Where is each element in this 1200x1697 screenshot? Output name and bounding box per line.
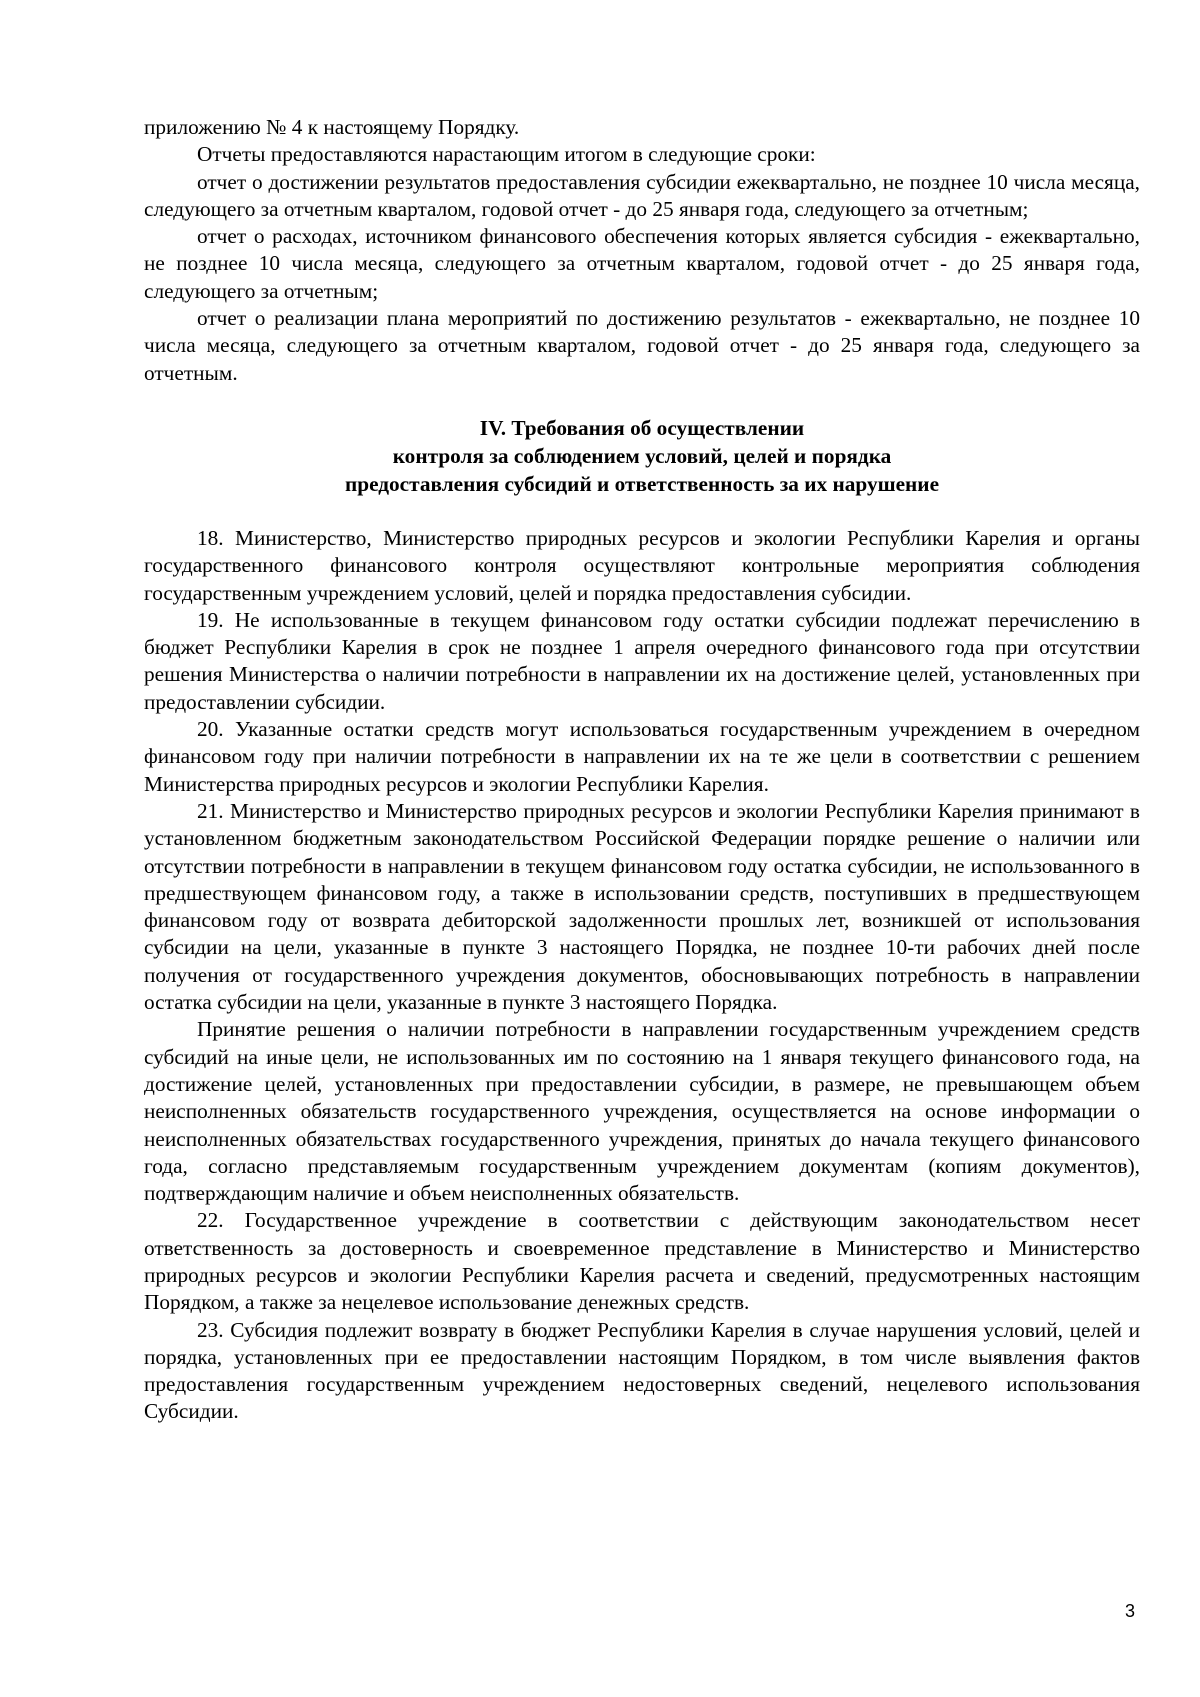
paragraph-report-expenses: отчет о расходах, источником финансового обеспечения которых является субсидия - ежеквартально, не позднее 10 числа месяца, следующего за отчетным кварталом, годовой отчет - до 25 января года, следующего за отчетным; xyxy=(144,224,1140,303)
section-spacer xyxy=(144,387,1140,414)
heading-spacer xyxy=(144,498,1140,525)
paragraph-20: 20. Указанные остатки средств могут использоваться государственным учреждением в очередном финансовом году при наличии потребности в направлении их на те же цели в соответствии с решением Министерства природных ресурсов и экологии Республики Карелия. xyxy=(144,717,1140,796)
section-heading-line-1: IV. Требования об осуществлении xyxy=(479,415,805,440)
paragraph-18: 18. Министерство, Министерство природных ресурсов и экологии Республики Карелия и органы государственного финансового контроля осуществляют контрольные мероприятия соблюдения государственным учреждением условий, целей и порядка предоставления субсидии. xyxy=(144,525,1140,605)
paragraph-21: 21. Министерство и Министерство природных ресурсов и экологии Республики Карелия принимают в установленном бюджетным законодательством Российской Федерации порядке решение о наличии или отсутствии потребности в направлении в текущем финансовом году остатка субсидии, не использованного в предшествующем финансовом году, а также в использовании средств, поступивших в предшествующем финансовом году от возврата дебиторской задолженности прошлых лет, возникшей от использования субсидии на цели, указанные в пункте 3 настоящего Порядка, не позднее 10-ти рабочих дней после получения от государственного учреждения документов, обосновывающих потребность в направлении остатка субсидии на цели, указанные в пункте 3 настоящего Порядка. xyxy=(144,798,1140,1015)
paragraph-21-decision: Принятие решения о наличии потребности в направлении государственным учреждением средств субсидий на иные цели, не использованных им по состоянию на 1 января текущего финансового года, на достижение целей, установленных при предоставлении субсидии, в размере, не превышающем объем неисполненных обязательств государственного учреждения, осуществляется на основе информации о неисполненных обязательствах государственного учреждения, принятых до начала текущего финансового года, согласно представляемым государственным учреждением документам (копиям документов), подтверждающим наличие и объем неисполненных обязательств. xyxy=(144,1017,1140,1206)
section-heading xyxy=(144,414,1140,498)
paragraph-reports-deadlines: Отчеты предоставляются нарастающим итогом в следующие сроки: xyxy=(197,142,816,167)
document-page xyxy=(144,114,1140,1426)
paragraph-intro-continuation: приложению № 4 к настоящему Порядку. xyxy=(144,115,520,139)
paragraph-19: 19. Не использованные в текущем финансовом году остатки субсидии подлежат перечислению в бюджет Республики Карелия в срок не позднее 1 апреля очередного финансового года при отсутствии решения Министерства о наличии потребности в направлении их на достижение целей, установленных при предоставлении субсидии. xyxy=(144,607,1140,714)
paragraph-report-plan: отчет о реализации плана мероприятий по достижению результатов - ежеквартально, не позднее 10 числа месяца, следующего за отчетным кварталом, годовой отчет - до 25 января года, следующего за отчетным. xyxy=(144,306,1140,385)
paragraph-22: 22. Государственное учреждение в соответствии с действующим законодательством несет ответственность за достоверность и своевременное представление в Министерство и Министерство природных ресурсов и экологии Республики Карелия расчета и сведений, предусмотренных настоящим Порядком, а также за нецелевое использование денежных средств. xyxy=(144,1208,1140,1315)
paragraph-23: 23. Субсидия подлежит возврату в бюджет Республики Карелия в случае нарушения условий, целей и порядка, установленных при ее предоставлении настоящим Порядком, в том числе выявления фактов предоставления государственным учреждением недостоверных сведений, нецелевого использования Субсидии. xyxy=(144,1317,1140,1424)
page-number: 3 xyxy=(1125,1601,1136,1621)
section-heading-line-2: контроля за соблюдением условий, целей и порядка xyxy=(392,443,892,468)
paragraph-report-results: отчет о достижении результатов предоставления субсидии ежеквартально, не позднее 10 числа месяца, следующего за отчетным кварталом, годовой отчет - до 25 января года, следующего за отчетным; xyxy=(144,169,1140,221)
section-heading-line-3: предоставления субсидий и ответственность за их нарушение xyxy=(344,471,940,496)
